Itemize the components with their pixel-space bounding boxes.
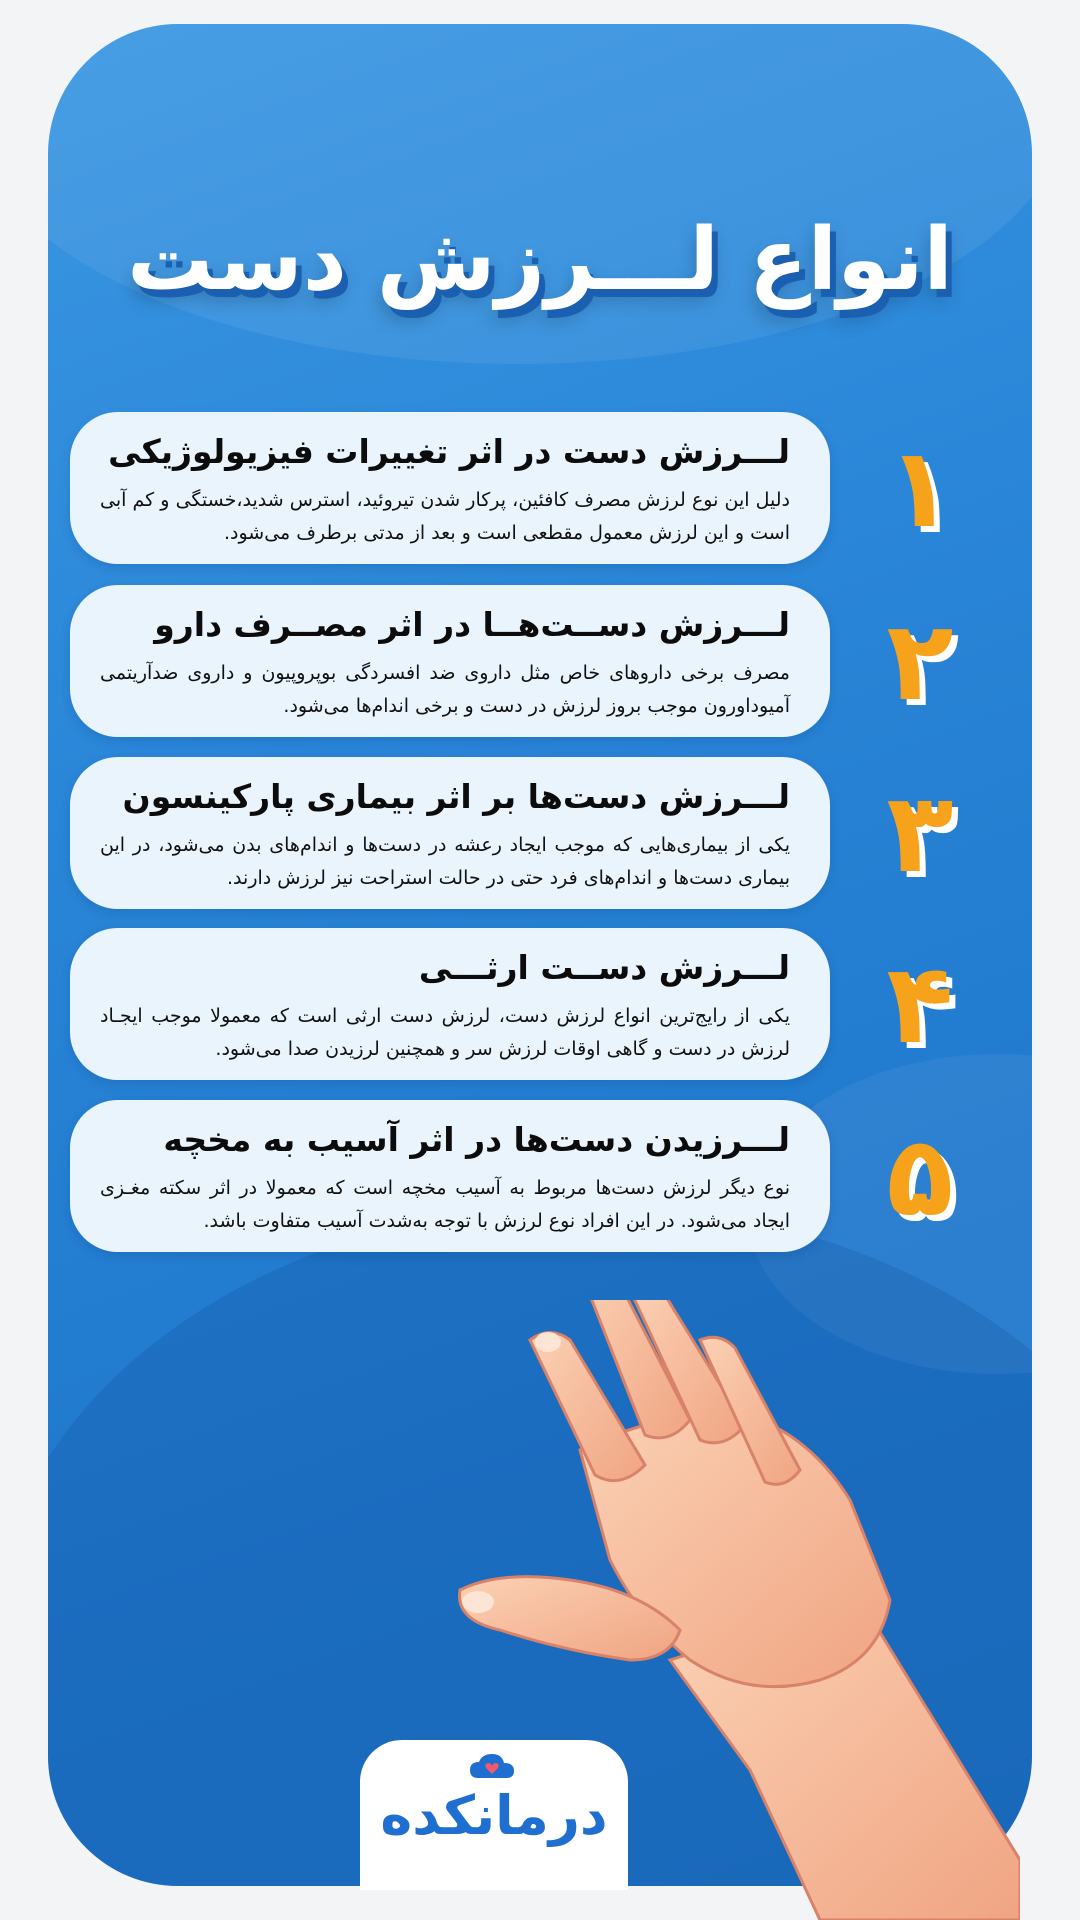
card-title: لـــرزش دســت‌هــا در اثر مصــرف دارو bbox=[154, 605, 790, 644]
card-title: لـــرزش دســت ارثـــی bbox=[418, 948, 790, 987]
card-description: یکی از رایج‌ترین انواع لرزش دست، لرزش دست ارثی است که معمولا موجب ایجـاد لرزش در دست و گاهی اوقات لرزش سر و همچنین لرزیدن صدا می‌شود. bbox=[100, 1005, 790, 1060]
card-title: لـــرزش دست در اثر تغییرات فیزیولوژیکی bbox=[108, 432, 790, 471]
card-number-5: ۵ bbox=[886, 1112, 954, 1240]
tremor-card-2 bbox=[70, 585, 830, 737]
card-number-3: ۳ bbox=[886, 769, 954, 897]
tremor-card-3 bbox=[70, 757, 830, 909]
cloud-heart-icon bbox=[468, 1752, 516, 1782]
logo-text: درمانکده bbox=[380, 1783, 608, 1847]
card-number-4: ۴ bbox=[886, 940, 954, 1068]
brand-logo bbox=[360, 1740, 628, 1890]
tremor-card-4 bbox=[70, 928, 830, 1080]
card-description: مصرف برخی داروهای خاص مثل داروی ضد افسردگی بوپروپیون و داروی ضدآریتمی آمیوداورون موجب بروز لرزش در دست و برخی اندام‌ها می‌شود. bbox=[100, 662, 790, 717]
page-title: انواع لـــرزش دست bbox=[127, 210, 953, 310]
card-description: نوع دیگر لرزش دست‌ها مربوط به آسیب مخچه است که معمولا در اثر سکته مغـزی ایجاد می‌شود. در این افراد نوع لرزش با توجه به‌شدت آسیب متفاوت باشد. bbox=[100, 1177, 790, 1232]
tremor-card-5 bbox=[70, 1100, 830, 1252]
card-number-2: ۲ bbox=[886, 597, 954, 725]
card-description: یکی از بیماری‌هایی که موجب ایجاد رعشه در دست‌ها و اندام‌های بدن می‌شود، در این بیماری دست‌ها و اندام‌های فرد حتی در حالت استراحت نیز لرزش دارند. bbox=[100, 834, 790, 889]
tremor-card-1 bbox=[70, 412, 830, 564]
card-title: لـــرزش دست‌ها بر اثر بیماری پارکینسون bbox=[122, 777, 790, 816]
card-title: لـــرزیدن دست‌ها در اثر آسیب به مخچه bbox=[163, 1120, 790, 1159]
card-number-1: ۱ bbox=[886, 424, 954, 552]
decor-shape-top bbox=[48, 24, 1032, 364]
card-description: دلیل این نوع لرزش مصرف کافئین، پرکار شدن تیروئید، استرس شدید،خستگی و کم آبی است و این لرزش معمول مقطعی است و بعد از مدتی برطرف می‌شود. bbox=[100, 489, 790, 544]
